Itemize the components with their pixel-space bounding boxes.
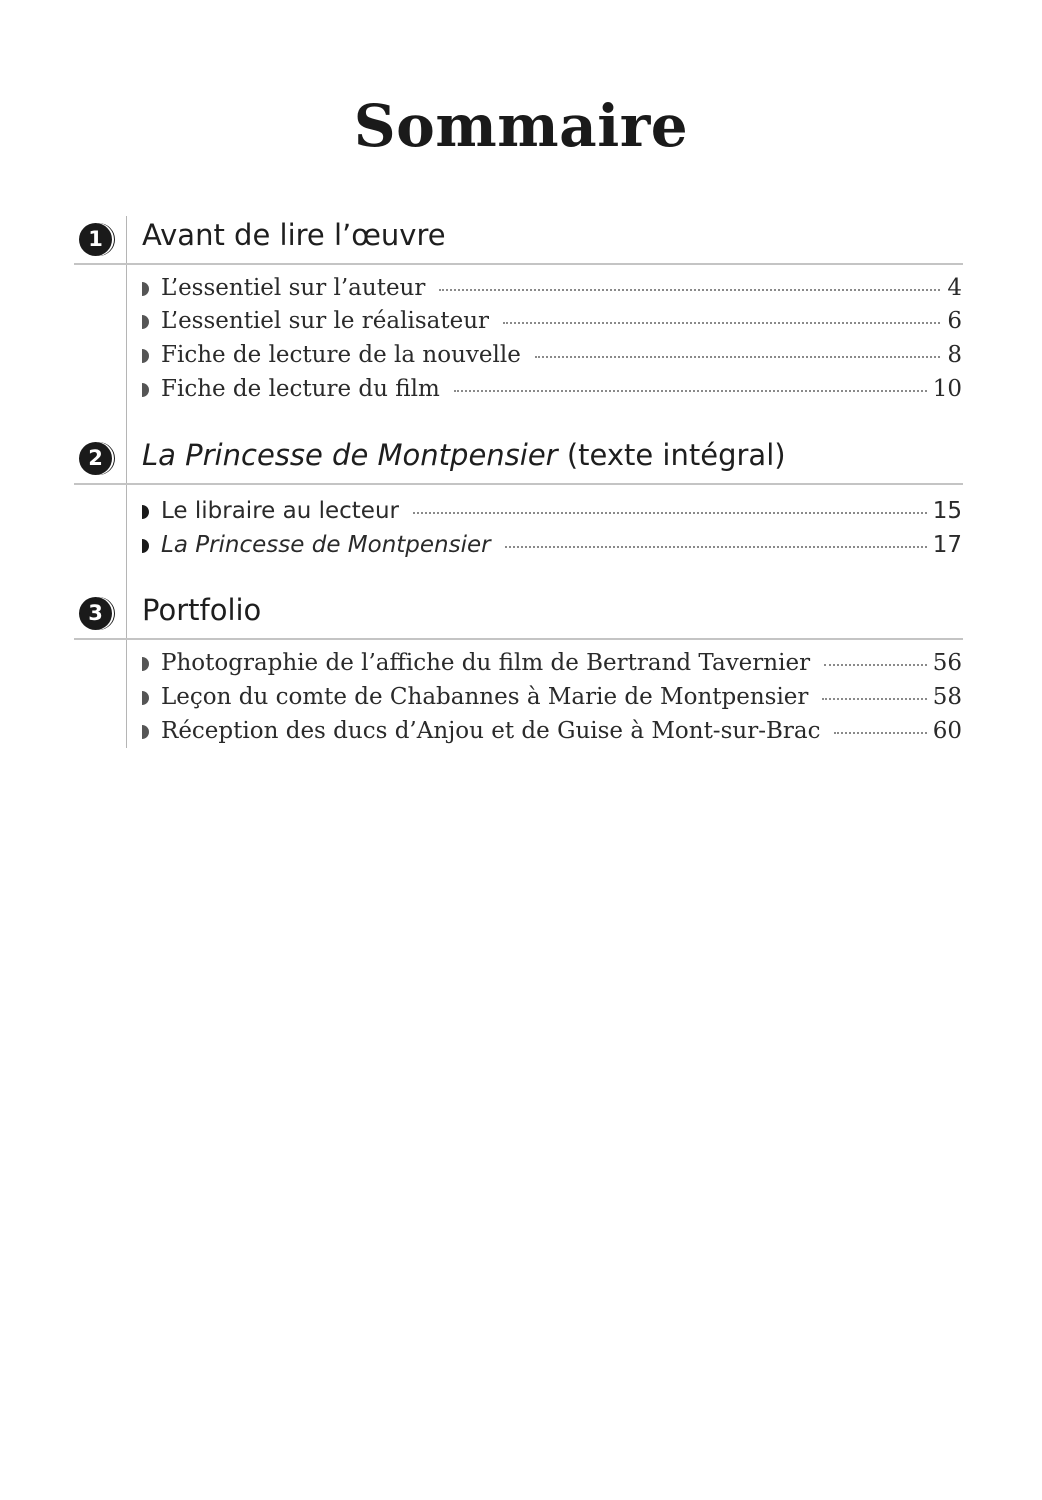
toc-entry[interactable] bbox=[142, 718, 962, 752]
half-circle-bullet-icon bbox=[142, 539, 149, 553]
toc-entry-label: L’essentiel sur l’auteur bbox=[161, 275, 426, 301]
toc-entry-label: Fiche de lecture du film bbox=[161, 376, 440, 402]
section-heading-italic: La Princesse de Montpensier bbox=[142, 438, 558, 472]
dot-leader bbox=[535, 355, 940, 358]
toc-entry[interactable] bbox=[142, 275, 962, 309]
toc-entry-page: 6 bbox=[947, 308, 962, 334]
toc-entry-page: 58 bbox=[932, 684, 962, 710]
half-circle-bullet-icon bbox=[142, 383, 149, 397]
toc-entry[interactable] bbox=[142, 498, 962, 532]
toc-entry[interactable] bbox=[142, 532, 962, 566]
toc-entry-page: 60 bbox=[932, 718, 962, 744]
dot-leader bbox=[413, 511, 927, 514]
section-heading bbox=[142, 438, 786, 472]
half-circle-bullet-icon bbox=[142, 691, 149, 705]
section-heading bbox=[142, 218, 446, 252]
toc-entry[interactable] bbox=[142, 650, 962, 684]
section-rule bbox=[74, 263, 963, 265]
section-number-badge: 3 bbox=[79, 597, 112, 630]
section-rule bbox=[74, 638, 963, 640]
section-heading-text: Avant de lire l’œuvre bbox=[142, 218, 446, 252]
toc-entry-page: 56 bbox=[932, 650, 962, 676]
toc-entry-label: La Princesse de Montpensier bbox=[161, 532, 491, 558]
section-heading-text: Portfolio bbox=[142, 593, 262, 627]
toc-entry-label: Le libraire au lecteur bbox=[161, 498, 399, 524]
vertical-rule bbox=[126, 216, 127, 748]
dot-leader bbox=[454, 389, 927, 392]
half-circle-bullet-icon bbox=[142, 349, 149, 363]
half-circle-bullet-icon bbox=[142, 282, 149, 296]
dot-leader bbox=[822, 697, 926, 700]
section-heading bbox=[142, 593, 261, 627]
section-rule bbox=[74, 483, 963, 485]
toc-entry-label: Photographie de l’affiche du film de Bertrand Tavernier bbox=[161, 650, 811, 676]
dot-leader bbox=[503, 321, 940, 324]
toc-entry-page: 4 bbox=[947, 275, 962, 301]
dot-leader bbox=[834, 731, 926, 734]
toc-entry[interactable] bbox=[142, 376, 962, 410]
toc-entry-page: 8 bbox=[947, 342, 962, 368]
toc-entry-page: 15 bbox=[932, 498, 962, 524]
half-circle-bullet-icon bbox=[142, 315, 149, 329]
dot-leader bbox=[505, 545, 927, 548]
toc-entry-label: Réception des ducs d’Anjou et de Guise à Mont-sur-Brac bbox=[161, 718, 821, 744]
half-circle-bullet-icon bbox=[142, 657, 149, 671]
toc-entry[interactable] bbox=[142, 308, 962, 342]
half-circle-bullet-icon bbox=[142, 725, 149, 739]
dot-leader bbox=[439, 288, 940, 291]
toc-entry[interactable] bbox=[142, 342, 962, 376]
toc-entry-label: L’essentiel sur le réalisateur bbox=[161, 308, 489, 334]
dot-leader bbox=[824, 663, 927, 666]
section-heading-text: (texte intégral) bbox=[557, 438, 786, 472]
toc-entry[interactable] bbox=[142, 684, 962, 718]
toc-entry-label: Fiche de lecture de la nouvelle bbox=[161, 342, 521, 368]
toc-entry-label: Leçon du comte de Chabannes à Marie de Montpensier bbox=[161, 684, 809, 710]
section-number-badge: 1 bbox=[79, 223, 112, 256]
toc-entry-page: 17 bbox=[932, 532, 962, 558]
page-title: Sommaire bbox=[353, 92, 689, 160]
half-circle-bullet-icon bbox=[142, 505, 149, 519]
section-number-badge: 2 bbox=[79, 442, 112, 475]
toc-entry-page: 10 bbox=[932, 376, 962, 402]
